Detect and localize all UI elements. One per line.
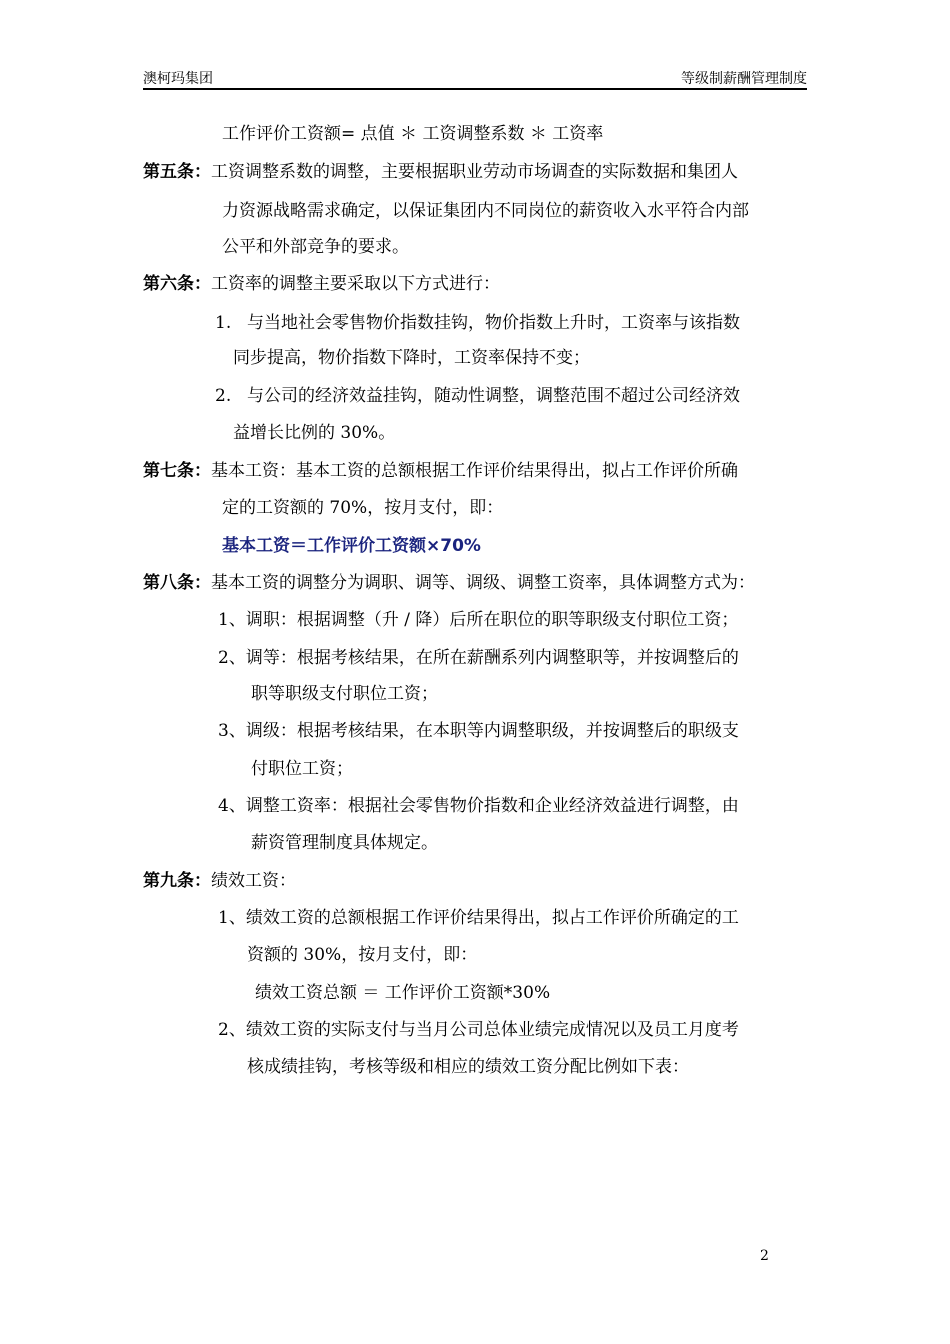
page-number: 2: [760, 1248, 769, 1264]
article-9-item1-line1: 1、绩效工资的总额根据工作评价结果得出，拟占工作评价所确定的工: [218, 908, 739, 928]
article-7-line2: 定的工资额的 70%，按月支付，即：: [222, 498, 504, 518]
article-8-item4-line1: 4、调整工资率：根据社会零售物价指数和企业经济效益进行调整，由: [218, 796, 739, 816]
formula-base-salary: 基本工资＝工作评价工资额×70%: [222, 536, 481, 556]
article-6: [143, 272, 500, 296]
article-9-line1: 绩效工资：: [211, 871, 296, 891]
article-8-item2-line2: 职等职级支付职位工资；: [251, 684, 438, 704]
article-5: [143, 160, 738, 184]
article-8-item2-line1: 2、调等：根据考核结果，在所在薪酬系列内调整职等，并按调整后的: [218, 648, 739, 668]
article-9-item1-line2: 资额的 30%，按月支付，即：: [247, 945, 478, 965]
article-5-label: 第五条：: [143, 162, 211, 182]
header-rule: [143, 88, 807, 90]
article-6-item2-number: 2.: [215, 386, 232, 406]
article-8-label: 第八条：: [143, 573, 211, 593]
article-6-line1: 工资率的调整主要采取以下方式进行：: [211, 274, 500, 294]
article-6-item2-line1: 与公司的经济效益挂钩，随动性调整，调整范围不超过公司经济效: [247, 386, 740, 406]
article-6-item1-line1: 与当地社会零售物价指数挂钩，物价指数上升时，工资率与该指数: [247, 313, 740, 333]
article-7-line1: 基本工资：基本工资的总额根据工作评价结果得出，拟占工作评价所确: [211, 461, 738, 481]
article-7: [143, 459, 738, 483]
article-5-line1: 工资调整系数的调整，主要根据职业劳动市场调查的实际数据和集团人: [211, 162, 738, 182]
article-6-item1-line2: 同步提高，物价指数下降时，工资率保持不变；: [233, 348, 590, 368]
article-6-item1-number: 1.: [215, 313, 232, 333]
article-7-label: 第七条：: [143, 461, 211, 481]
formula-work-evaluation: 工作评价工资额= 点值 ＊ 工资调整系数 ＊ 工资率: [222, 124, 604, 144]
article-9-item2-line2: 核成绩挂钩，考核等级和相应的绩效工资分配比例如下表：: [247, 1057, 689, 1077]
header-company: 澳柯玛集团: [143, 71, 213, 87]
article-5-line2: 力资源战略需求确定，以保证集团内不同岗位的薪资收入水平符合内部: [222, 201, 749, 221]
article-8-item1: 1、调职：根据调整（升 / 降）后所在职位的职等职级支付职位工资；: [218, 610, 739, 630]
article-8-item3-line2: 付职位工资；: [251, 759, 353, 779]
article-8: [143, 571, 755, 595]
article-8-item3-line1: 3、调级：根据考核结果，在本职等内调整职级，并按调整后的职级支: [218, 721, 739, 741]
article-6-item2-line2: 益增长比例的 30%。: [233, 423, 396, 443]
formula-performance-salary: 绩效工资总额 ＝ 工作评价工资额*30%: [255, 983, 551, 1003]
header-doc-title: 等级制薪酬管理制度: [681, 71, 807, 87]
article-8-item4-line2: 薪资管理制度具体规定。: [251, 833, 438, 853]
article-6-label: 第六条：: [143, 274, 211, 294]
article-9: [143, 869, 296, 893]
article-9-item2-line1: 2、绩效工资的实际支付与当月公司总体业绩完成情况以及员工月度考: [218, 1020, 739, 1040]
article-8-line1: 基本工资的调整分为调职、调等、调级、调整工资率，具体调整方式为：: [211, 573, 755, 593]
article-9-label: 第九条：: [143, 871, 211, 891]
article-5-line3: 公平和外部竞争的要求。: [222, 237, 409, 257]
